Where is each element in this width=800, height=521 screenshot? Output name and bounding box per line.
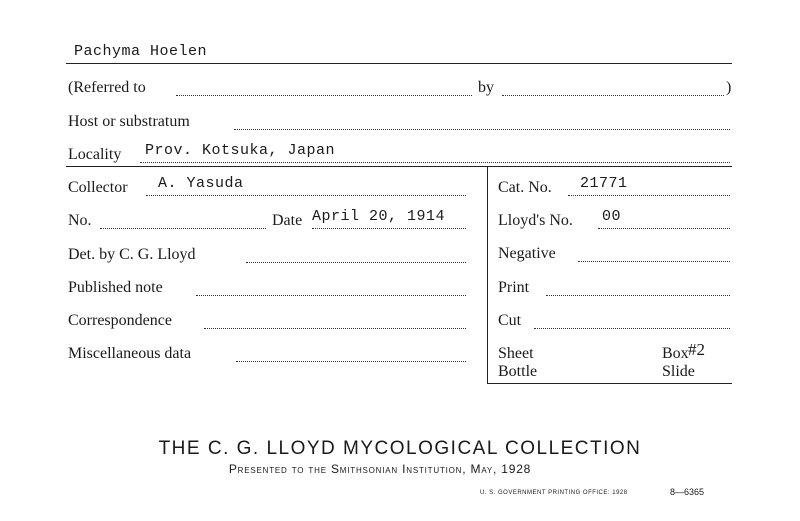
date-value: April 20, 1914 xyxy=(312,208,446,225)
referred-dots xyxy=(176,95,472,96)
locality-value: Prov. Kotsuka, Japan xyxy=(145,142,336,159)
box-value: #2 xyxy=(688,340,705,359)
box-label: Box xyxy=(662,345,689,362)
negative-dots xyxy=(578,261,730,262)
lloyds-label: Lloyd's No. xyxy=(498,212,573,229)
box-top-rule xyxy=(66,166,732,167)
collector-label: Collector xyxy=(68,179,128,196)
cat-value: 21771 xyxy=(580,175,628,192)
date-dots xyxy=(312,228,466,229)
cut-label: Cut xyxy=(498,312,522,329)
collector-value: A. Yasuda xyxy=(158,175,244,192)
det-dots xyxy=(246,262,466,263)
form-number: 8—6365 xyxy=(670,487,705,497)
host-dots xyxy=(234,129,730,130)
by-label: by xyxy=(478,79,494,96)
det-label: Det. by C. G. Lloyd xyxy=(68,246,196,263)
cat-dots xyxy=(568,195,730,196)
published-dots xyxy=(196,295,466,296)
print-dots xyxy=(546,295,730,296)
sheet-label: Sheet xyxy=(498,345,534,362)
lloyds-dots xyxy=(598,228,730,229)
negative-label: Negative xyxy=(498,245,556,262)
slide-label: Slide xyxy=(662,363,695,380)
collector-dots xyxy=(146,195,466,196)
by-dots xyxy=(502,95,724,96)
collection-title: THE C. G. LLOYD MYCOLOGICAL COLLECTION xyxy=(158,438,642,459)
locality-label: Locality xyxy=(68,146,122,163)
cat-label: Cat. No. xyxy=(498,179,552,196)
misc-dots xyxy=(236,361,466,362)
taxon-rule xyxy=(66,63,732,64)
correspondence-label: Correspondence xyxy=(68,312,172,329)
date-label: Date xyxy=(272,212,303,229)
printer-imprint: U. S. GOVERNMENT PRINTING OFFICE: 1928 xyxy=(480,490,628,496)
close-paren: ) xyxy=(726,79,732,96)
taxon-name: Pachyma Hoelen xyxy=(74,43,208,60)
cut-dots xyxy=(534,328,730,329)
published-label: Published note xyxy=(68,279,163,296)
no-label: No. xyxy=(68,212,92,229)
misc-label: Miscellaneous data xyxy=(68,345,192,362)
correspondence-dots xyxy=(204,328,466,329)
print-label: Print xyxy=(498,279,530,296)
collection-subtitle: Presented to the Smithsonian Institution, May, 1928 xyxy=(228,462,532,476)
bottle-label: Bottle xyxy=(498,363,538,380)
box-left-rule xyxy=(487,166,488,384)
lloyds-value: 00 xyxy=(602,208,622,225)
no-dots xyxy=(100,228,266,229)
host-label: Host or substratum xyxy=(68,113,190,130)
box-bottom-rule xyxy=(487,383,732,384)
referred-label: (Referred to xyxy=(68,79,146,96)
locality-dots xyxy=(140,162,730,163)
